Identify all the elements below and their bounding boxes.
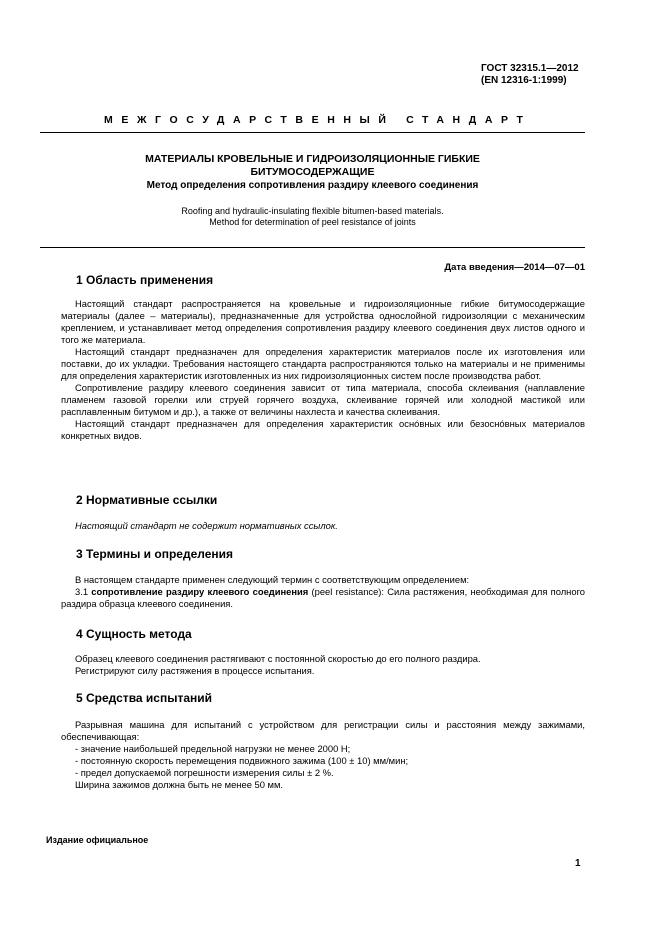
page-number: 1 [575, 858, 581, 869]
section-1-paragraph: Настоящий стандарт предназначен для определения характеристик оснóвных или безоснóвных материалов конкретных видов. [61, 418, 585, 441]
edition-label: Издание официальное [46, 835, 149, 845]
section-5-body [61, 719, 585, 791]
section-1-paragraph: Сопротивление раздиру клеевого соединения зависит от типа материала, способа склеивания (наплавление пламенем газовой горелки или струей горячего воздуха, склеивание горячей или холодной мастикой или расплавленным битумом и др.), а также от величины нахлеста и качества склеивания. [61, 382, 585, 417]
section-4-paragraph: Образец клеевого соединения растягивают с постоянной скоростью до его полного раздира. [75, 653, 481, 664]
standard-code-gost: ГОСТ 32315.1—2012 [481, 63, 579, 74]
section-4-body [61, 653, 585, 677]
title-line-1: МАТЕРИАЛЫ КРОВЕЛЬНЫЕ И ГИДРОИЗОЛЯЦИОННЫЕ ГИБКИЕ [145, 153, 480, 165]
section-1-paragraph: Настоящий стандарт предназначен для определения характеристик материалов после их изготовления или поставки, до их укладки. Требования настоящего стандарта распространяются только на материалы и не применимы для определения характеристик изготовленных из них гидроизоляционных систем после производства работ. [61, 346, 585, 381]
section-5-paragraph: Разрывная машина для испытаний с устройством для регистрации силы и расстояния между зажимами, обеспечивающая: [61, 719, 585, 742]
interstate-standard-label: МЕЖГОСУДАРСТВЕННЫЙ СТАНДАРТ [104, 114, 532, 126]
document-title [40, 153, 585, 192]
english-title [40, 206, 585, 228]
section-5-heading: 5 Средства испытаний [76, 691, 213, 705]
section-1-body [61, 298, 585, 442]
title-divider [40, 247, 585, 248]
title-line-2: БИТУМОСОДЕРЖАЩИЕ [250, 166, 375, 178]
english-title-line-1: Roofing and hydraulic-insulating flexible bitumen-based materials. [181, 206, 444, 216]
english-title-line-2: Method for determination of peel resistance of joints [209, 217, 416, 227]
effective-date: Дата введения—2014—07—01 [444, 262, 585, 273]
section-2-paragraph: Настоящий стандарт не содержит нормативных ссылок. [75, 520, 338, 531]
section-3-heading: 3 Термины и определения [76, 547, 234, 561]
title-subtitle: Метод определения сопротивления раздиру клеевого соединения [146, 180, 479, 191]
standard-code-en: (EN 12316-1:1999) [481, 75, 567, 86]
term-number: 3.1 [75, 586, 92, 597]
section-2-heading: 2 Нормативные ссылки [76, 493, 218, 507]
term-name: сопротивление раздиру клеевого соединения [91, 586, 309, 597]
list-item: - постоянную скорость перемещения подвижного зажима (100 ± 10) мм/мин; [75, 755, 409, 766]
section-3-paragraph: В настоящем стандарте применен следующий термин с соответствующим определением: [75, 574, 470, 585]
list-item: - значение наибольшей предельной нагрузки не менее 2000 Н; [75, 743, 351, 754]
section-5-paragraph: Ширина зажимов должна быть не менее 50 мм. [75, 779, 284, 790]
section-3-body [61, 574, 585, 610]
term-definition [61, 586, 585, 610]
section-2-body [61, 520, 585, 532]
section-1-heading: 1 Область применения [76, 273, 214, 287]
header-divider [40, 132, 585, 133]
section-4-paragraph: Регистрируют силу растяжения в процессе испытания. [75, 665, 315, 676]
term-text: (peel resistance): Сила растяжения, необходимая для полного раздира образца клеевого соединения. [61, 586, 585, 609]
section-4-heading: 4 Сущность метода [76, 627, 192, 641]
list-item: - предел допускаемой погрешности измерения силы ± 2 %. [75, 767, 334, 778]
standard-code [481, 63, 579, 87]
section-1-paragraph: Настоящий стандарт распространяется на кровельные и гидроизоляционные гибкие битумосодержащие материалы (далее – материалы), предназначенные для устройства однослойной гидроизоляции с механическим креплением, и устанавливает метод определения сопротивления раздиру клеевого соединения двух листов одного и того же материала. [61, 298, 585, 345]
